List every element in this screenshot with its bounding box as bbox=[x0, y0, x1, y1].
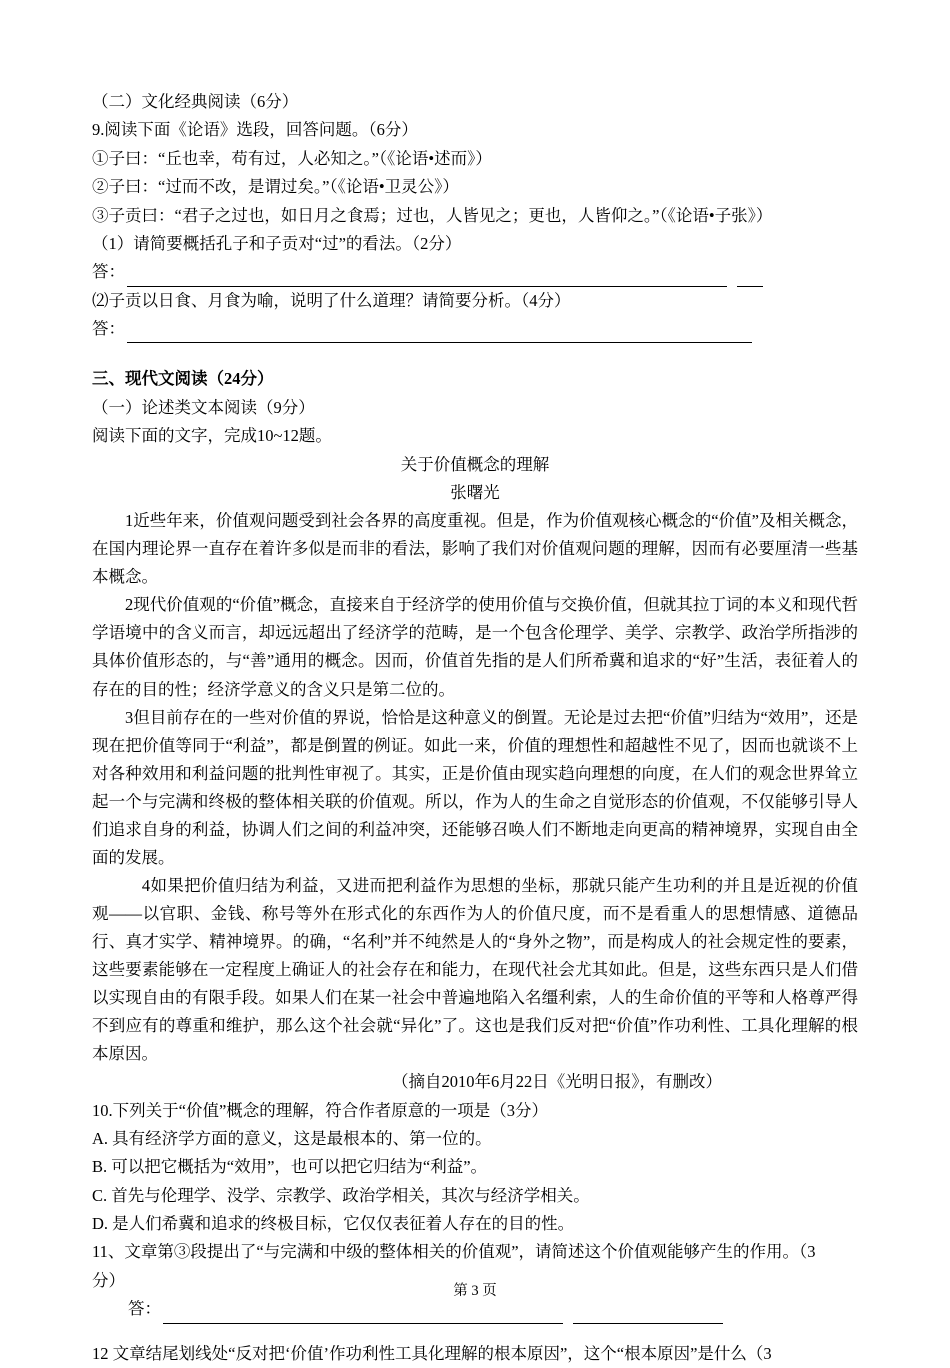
question-10-stem: 10.下列关于“价值”概念的理解，符合作者原意的一项是（3分） bbox=[92, 1100, 549, 1120]
modern-reading-subheading: （一）论述类文本阅读（9分） bbox=[92, 397, 315, 417]
answer-blank-line-11-a[interactable] bbox=[163, 1308, 563, 1324]
question-10-option-a[interactable]: A. 具有经济学方面的意义，这是最根本的、第一位的。 bbox=[92, 1128, 492, 1148]
answer-blank-line-9-1[interactable] bbox=[127, 271, 727, 287]
question-9-sub-1: （1）请简要概括孔子和子贡对“过”的看法。（2分） bbox=[92, 233, 462, 253]
question-10-option-c[interactable]: C. 首先与伦理学、没学、宗教学、政治学相关，其次与经济学相关。 bbox=[92, 1185, 590, 1205]
article-paragraph-3: 3但目前存在的一些对价值的界说，恰恰是这种意义的倒置。无论是过去把“价值”归结为“效用”，还是现在把价值等同于“利益”，都是倒置的例证。如此一来，价值的理想性和超越性不见了，因而也就谈不上对各种效用和利益问题的批判性审视了。其实，正是价值由现实趋向理想的向度，在人们的观念世界耸立起一个与完满和终极的整体相关联的价值观。所以，作为人的生命之自觉形态的价值观，不仅能够引导人们追求自身的利益，协调人们之间的利益冲突，还能够召唤人们不断地走向更高的精神境界，实现自由全面的发展。 bbox=[92, 707, 858, 867]
answer-blank-line-9-1-tail[interactable] bbox=[737, 271, 763, 287]
article-paragraph-4: 4如果把价值归结为利益，又进而把利益作为思想的坐标，那就只能产生功利的并且是近视的价值观——以官职、金钱、称号等外在形式化的东西作为人的价值尺度，而不是看重人的思想情感、道德品行、真才实学、精神境界。的确，“名利”并不纯然是人的“身外之物”，而是构成人的社会规定性的要素，这些要素能够在一定程度上确证人的社会存在和能力，在现代社会尤其如此。但是，这些东西只是人们借以实现自由的有限手段。如果人们在某一社会中普遍地陷入名缰利索，人的生命价值的平等和人格尊严得不到应有的尊重和维护，那么这个社会就“异化”了。这也是我们反对把“价值”作功利性、工具化理解的根本原因。 bbox=[92, 875, 858, 1064]
question-10-option-b[interactable]: B. 可以把它概括为“效用”，也可以把它归结为“利益”。 bbox=[92, 1157, 488, 1177]
question-9-stem: 9.阅读下面《论语》选段，回答问题。（6分） bbox=[92, 120, 418, 140]
question-10-option-d[interactable]: D. 是人们希冀和追求的终极目标，它仅仅表征着人存在的目的性。 bbox=[92, 1214, 575, 1234]
quote-item-1: ①子曰：“丘也幸，苟有过，人必知之。”（《论语•述而》） bbox=[92, 148, 492, 168]
classic-reading-heading: （二）文化经典阅读（6分） bbox=[92, 92, 299, 111]
answer-label-9-2: 答： bbox=[92, 319, 125, 338]
article-source: （摘自2010年6月22日《光明日报》，有删改） bbox=[392, 1072, 722, 1092]
question-12-stem: 12 文章结尾划线处“反对把‘价值’作功利性工具化理解的根本原因”，这个“根本原因”是什么（3 bbox=[92, 1343, 772, 1363]
article-paragraph-2: 2现代价值观的“价值”概念，直接来自于经济学的使用价值与交换价值，但就其拉丁词的本义和现代哲学语境中的含义而言，却远远超出了经济学的范畴，是一个包含伦理学、美学、宗教学、政治学所指涉的具体价值形态的，与“善”通用的概念。因而，价值首先指的是人们所希冀和追求的“好”生活，表征着人的存在的目的性；经济学意义的含义只是第二位的。 bbox=[92, 595, 858, 699]
answer-blank-line-11-b[interactable] bbox=[573, 1308, 723, 1324]
quote-item-3: ③子贡曰：“君子之过也，如日月之食焉；过也，人皆见之；更也，人皆仰之。”（《论语•子张》） bbox=[92, 205, 773, 225]
answer-blank-line-9-2[interactable] bbox=[127, 328, 752, 344]
article-author: 张曙光 bbox=[450, 482, 500, 502]
question-9-sub-2: ⑵子贡以日食、月食为喻，说明了什么道理？请简要分析。（4分） bbox=[92, 290, 571, 310]
quote-item-2: ②子曰：“过而不改，是谓过矣。”（《论语•卫灵公》） bbox=[92, 177, 459, 197]
answer-row-9-2 bbox=[92, 315, 858, 343]
spacer-1 bbox=[92, 343, 858, 365]
modern-reading-instruction: 阅读下面的文字，完成10~12题。 bbox=[92, 426, 332, 446]
question-11-line-1: 11、文章第③段提出了“与完满和中级的整体相关的价值观”，请简述这个价值观能够产生的作用。（3 bbox=[92, 1242, 816, 1262]
question-11-line-2: 分） bbox=[92, 1270, 125, 1290]
answer-label-9-1: 答： bbox=[92, 262, 125, 282]
modern-reading-heading: 三、现代文阅读（24分） bbox=[92, 369, 274, 389]
page-footer: 第 3 页 bbox=[453, 1283, 497, 1299]
answer-label-11: 答： bbox=[128, 1299, 161, 1319]
article-title: 关于价值概念的理解 bbox=[400, 454, 550, 474]
answer-row-9-1 bbox=[92, 258, 858, 286]
article-paragraph-1: 1近些年来，价值观问题受到社会各界的高度重视。但是，作为价值观核心概念的“价值”及相关概念，在国内理论界一直存在着许多似是而非的看法，影响了我们对价值观问题的理解，因而有必要厘清一些基本概念。 bbox=[92, 511, 858, 587]
